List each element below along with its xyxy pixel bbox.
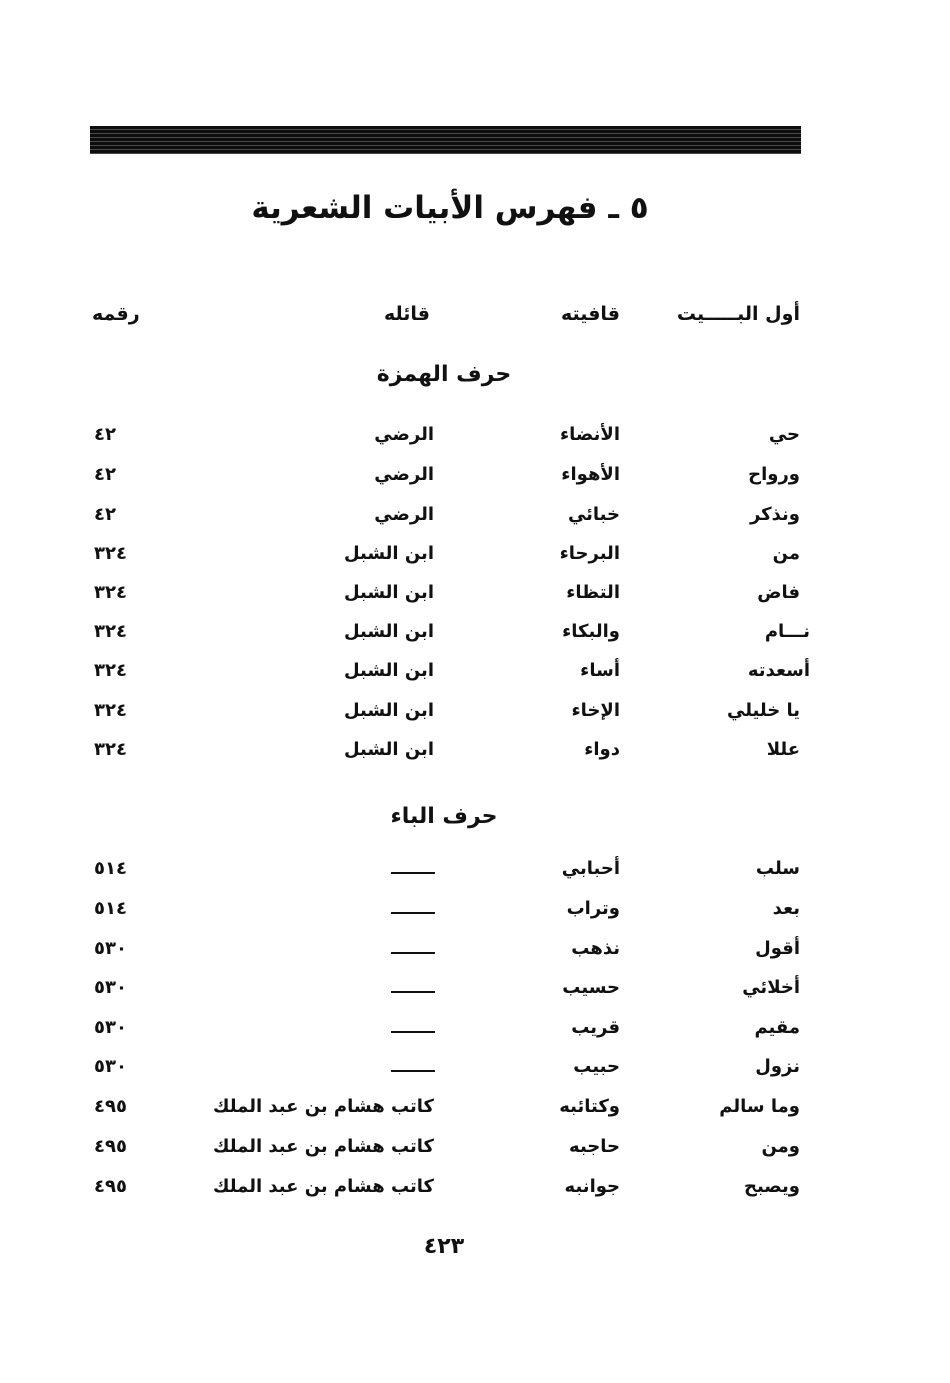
poet-cell: ابن الشبل — [343, 700, 434, 721]
first-line-cell: ونذكر — [749, 504, 800, 525]
poet-unknown-dash — [391, 1070, 435, 1072]
first-line-cell: من — [772, 543, 800, 564]
poet-cell: ابن الشبل — [343, 543, 434, 564]
poet-cell: كاتب هشام بن عبد الملك — [213, 1176, 434, 1197]
poet-unknown-dash — [391, 872, 435, 874]
index-row — [0, 424, 950, 454]
first-line-cell: ويصبح — [743, 1176, 800, 1197]
column-header-number: رقمه — [92, 303, 140, 325]
first-line-cell: مقيم — [754, 1017, 800, 1038]
first-line-cell: ورواح — [748, 464, 800, 485]
column-header-first-line: أول البـــــيت — [676, 303, 800, 325]
rhyme-cell: حاجبه — [569, 1136, 620, 1157]
number-cell: ٣٢٤ — [94, 582, 127, 603]
number-cell: ٣٢٤ — [94, 621, 127, 642]
first-line-cell: عللا — [766, 739, 800, 760]
number-cell: ٤٩٥ — [94, 1096, 127, 1117]
poet-unknown-dash — [391, 912, 435, 914]
poet-cell: ابن الشبل — [343, 621, 434, 642]
poet-cell: كاتب هشام بن عبد الملك — [213, 1096, 434, 1117]
index-row — [0, 504, 950, 534]
index-row — [0, 543, 950, 573]
rhyme-cell: والبكاء — [562, 621, 620, 642]
column-header-rhyme: قافيته — [560, 303, 620, 325]
first-line-cell: بعد — [772, 898, 800, 919]
first-line-cell: أخلائي — [742, 977, 800, 998]
number-cell: ٥٣٠ — [94, 938, 127, 959]
first-line-cell: سلب — [755, 858, 800, 879]
section-heading-hamza: حرف الهمزة — [376, 362, 512, 387]
rhyme-cell: حسيب — [562, 977, 620, 998]
index-row — [0, 1056, 950, 1086]
number-cell: ٣٢٤ — [94, 700, 127, 721]
number-cell: ٥١٤ — [94, 898, 127, 919]
index-row — [0, 582, 950, 612]
number-cell: ٤٢ — [94, 504, 116, 525]
index-row — [0, 739, 950, 769]
poet-unknown-dash — [391, 991, 435, 993]
index-row — [0, 938, 950, 968]
poet-cell: ابن الشبل — [343, 660, 434, 681]
first-line-cell: وما سالم — [719, 1096, 800, 1117]
index-row — [0, 858, 950, 888]
header-rule — [90, 126, 801, 154]
first-line-cell: نـــام — [764, 621, 810, 642]
number-cell: ٥٣٠ — [94, 1017, 127, 1038]
index-row — [0, 660, 950, 690]
rhyme-cell: الإخاء — [571, 700, 620, 721]
index-row — [0, 898, 950, 928]
number-cell: ٥١٤ — [94, 858, 127, 879]
poet-unknown-dash — [391, 952, 435, 954]
index-row — [0, 1017, 950, 1047]
first-line-cell: أقول — [755, 938, 800, 959]
poet-cell: ابن الشبل — [343, 582, 434, 603]
number-cell: ٤٩٥ — [94, 1176, 127, 1197]
index-row — [0, 621, 950, 651]
page-title: ٥ ـ فهرس الأبيات الشعرية — [251, 190, 649, 226]
rhyme-cell: خبائي — [567, 504, 620, 525]
rhyme-cell: جوانبه — [564, 1176, 620, 1197]
index-row — [0, 700, 950, 730]
poet-unknown-dash — [391, 1031, 435, 1033]
rhyme-cell: نذهب — [571, 938, 620, 959]
index-row — [0, 1176, 950, 1206]
section-heading-baa: حرف الباء — [390, 804, 498, 829]
rhyme-cell: التظاء — [566, 582, 620, 603]
number-cell: ٥٣٠ — [94, 977, 127, 998]
rhyme-cell: الأهواء — [561, 464, 620, 485]
index-row — [0, 1096, 950, 1126]
index-row — [0, 977, 950, 1007]
first-line-cell: نزول — [755, 1056, 800, 1077]
column-header-poet: قائله — [384, 303, 430, 325]
index-row — [0, 1136, 950, 1166]
poet-cell: الرضي — [374, 504, 434, 525]
number-cell: ٤٢ — [94, 424, 116, 445]
first-line-cell: فاض — [757, 582, 800, 603]
number-cell: ٤٢ — [94, 464, 116, 485]
poet-cell: الرضي — [374, 464, 434, 485]
rhyme-cell: قريب — [571, 1017, 620, 1038]
rhyme-cell: أحبابي — [561, 858, 620, 879]
rhyme-cell: الأنضاء — [559, 424, 620, 445]
poet-cell: ابن الشبل — [343, 739, 434, 760]
poet-cell: الرضي — [374, 424, 434, 445]
rhyme-cell: وتراب — [566, 898, 620, 919]
first-line-cell: ومن — [761, 1136, 800, 1157]
rhyme-cell: أساء — [580, 660, 620, 681]
number-cell: ٣٢٤ — [94, 660, 127, 681]
number-cell: ٤٩٥ — [94, 1136, 127, 1157]
rhyme-cell: حبيب — [573, 1056, 620, 1077]
first-line-cell: يا خليلي — [726, 700, 800, 721]
rhyme-cell: دواء — [584, 739, 620, 760]
index-row — [0, 464, 950, 494]
poet-cell: كاتب هشام بن عبد الملك — [213, 1136, 434, 1157]
number-cell: ٣٢٤ — [94, 543, 127, 564]
first-line-cell: حي — [768, 424, 800, 445]
number-cell: ٥٣٠ — [94, 1056, 127, 1077]
rhyme-cell: وكتائبه — [559, 1096, 620, 1117]
first-line-cell: أسعدته — [747, 660, 810, 681]
number-cell: ٣٢٤ — [94, 739, 127, 760]
rhyme-cell: البرحاء — [559, 543, 620, 564]
page-number: ٤٢٣ — [423, 1234, 465, 1259]
